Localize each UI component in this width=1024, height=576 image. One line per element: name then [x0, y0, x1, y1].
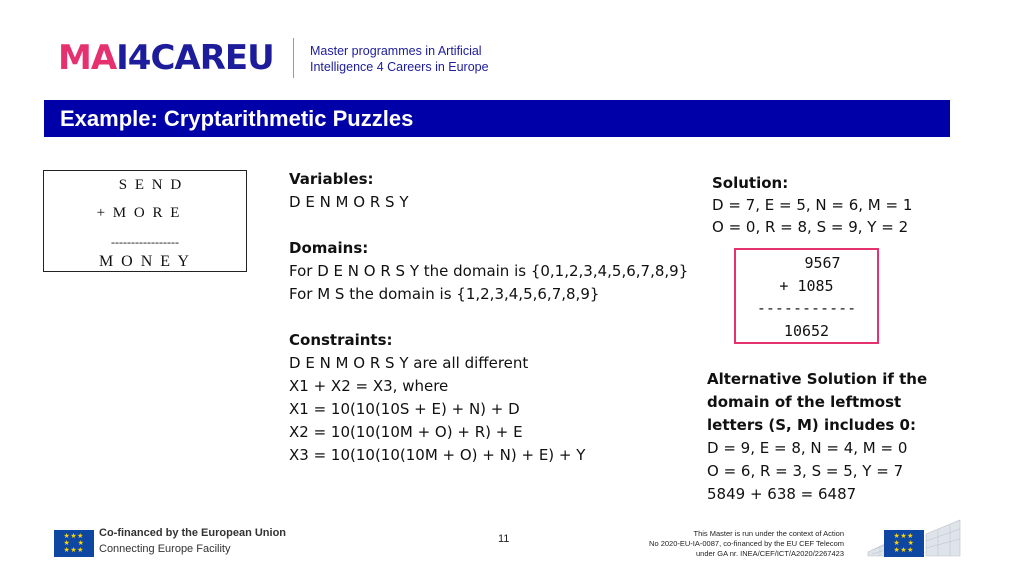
constraint-line: X1 = 10(10(10S + E) + N) + D [289, 400, 520, 418]
logo-divider [293, 38, 294, 78]
alternative-heading-line: letters (S, M) includes 0: [707, 416, 916, 434]
funding-note-line: No 2020-EU-IA-0087, co-financed by the EU CEF Telecom [649, 539, 844, 548]
solution-line2: O = 0, R = 8, S = 9, Y = 2 [712, 218, 909, 236]
solution-line1: D = 7, E = 5, N = 6, M = 1 [712, 196, 913, 214]
cef-label: Connecting Europe Facility [99, 543, 231, 555]
funding-note-line: This Master is run under the context of Action [693, 529, 844, 538]
solution-heading: Solution: [712, 174, 789, 192]
alternative-line: O = 6, R = 3, S = 5, Y = 7 [707, 462, 904, 480]
alternative-heading-line: domain of the leftmost [707, 393, 902, 411]
alternative-line: 5849 + 638 = 6487 [707, 485, 857, 503]
domains-line1: For D E N O R S Y the domain is {0,1,2,3,4,5,6,7,8,9} [289, 262, 689, 280]
logo-part-ma: MA [58, 38, 117, 78]
calc-line: + 1085 [779, 277, 834, 295]
eu-flag-icon: ★★★ ★ ★ ★★★ [884, 530, 924, 557]
variables-text: D E N M O R S Y [289, 193, 409, 211]
problem-definition [289, 168, 709, 467]
slide-title: Example: Cryptarithmetic Puzzles [60, 106, 414, 131]
title-bar [44, 100, 950, 137]
constraints-heading: Constraints: [289, 331, 393, 349]
tagline-line2: Intelligence 4 Careers in Europe [310, 60, 489, 74]
funding-note [604, 529, 844, 559]
constraint-line: X2 = 10(10(10M + O) + R) + E [289, 423, 523, 441]
funding-note-line: under GA nr. INEA/CEF/ICT/A2020/2267423 [695, 549, 844, 558]
equation-separator: ----------------- [111, 235, 179, 249]
solution-block [712, 172, 962, 238]
constraint-line: X1 + X2 = X3, where [289, 377, 449, 395]
constraint-line: X3 = 10(10(10(10M + O) + N) + E) + Y [289, 446, 586, 464]
domains-line2: For M S the domain is {1,2,3,4,5,6,7,8,9} [289, 285, 600, 303]
equation-money: M O N E Y [98, 253, 192, 270]
domains-heading: Domains: [289, 239, 369, 257]
calc-line: 9567 [804, 254, 841, 272]
tagline [310, 43, 550, 75]
tagline-line1: Master programmes in Artificial [310, 44, 482, 58]
equation-box [43, 170, 247, 272]
equation-more: + M O R E [96, 205, 182, 221]
solution-calculation-box [734, 248, 879, 344]
eu-flag-icon: ★★★ ★ ★ ★★★ [54, 530, 94, 557]
alternative-line: D = 9, E = 8, N = 4, M = 0 [707, 439, 908, 457]
equation-send: S E N D [118, 177, 184, 193]
calc-result: 10652 [783, 322, 830, 340]
alternative-solution-block [707, 368, 967, 506]
alternative-heading-line: Alternative Solution if the [707, 370, 928, 388]
page-number: 11 [498, 533, 510, 545]
logo-part-i4car: I4CAR [116, 38, 225, 78]
constraint-line: D E N M O R S Y are all different [289, 354, 529, 372]
cofinanced-label: Co-financed by the European Union [99, 527, 287, 539]
logo-part-eu: EU [224, 38, 274, 78]
brand-logo [58, 40, 274, 76]
variables-heading: Variables: [289, 170, 374, 188]
calc-separator: ----------- [756, 299, 857, 317]
